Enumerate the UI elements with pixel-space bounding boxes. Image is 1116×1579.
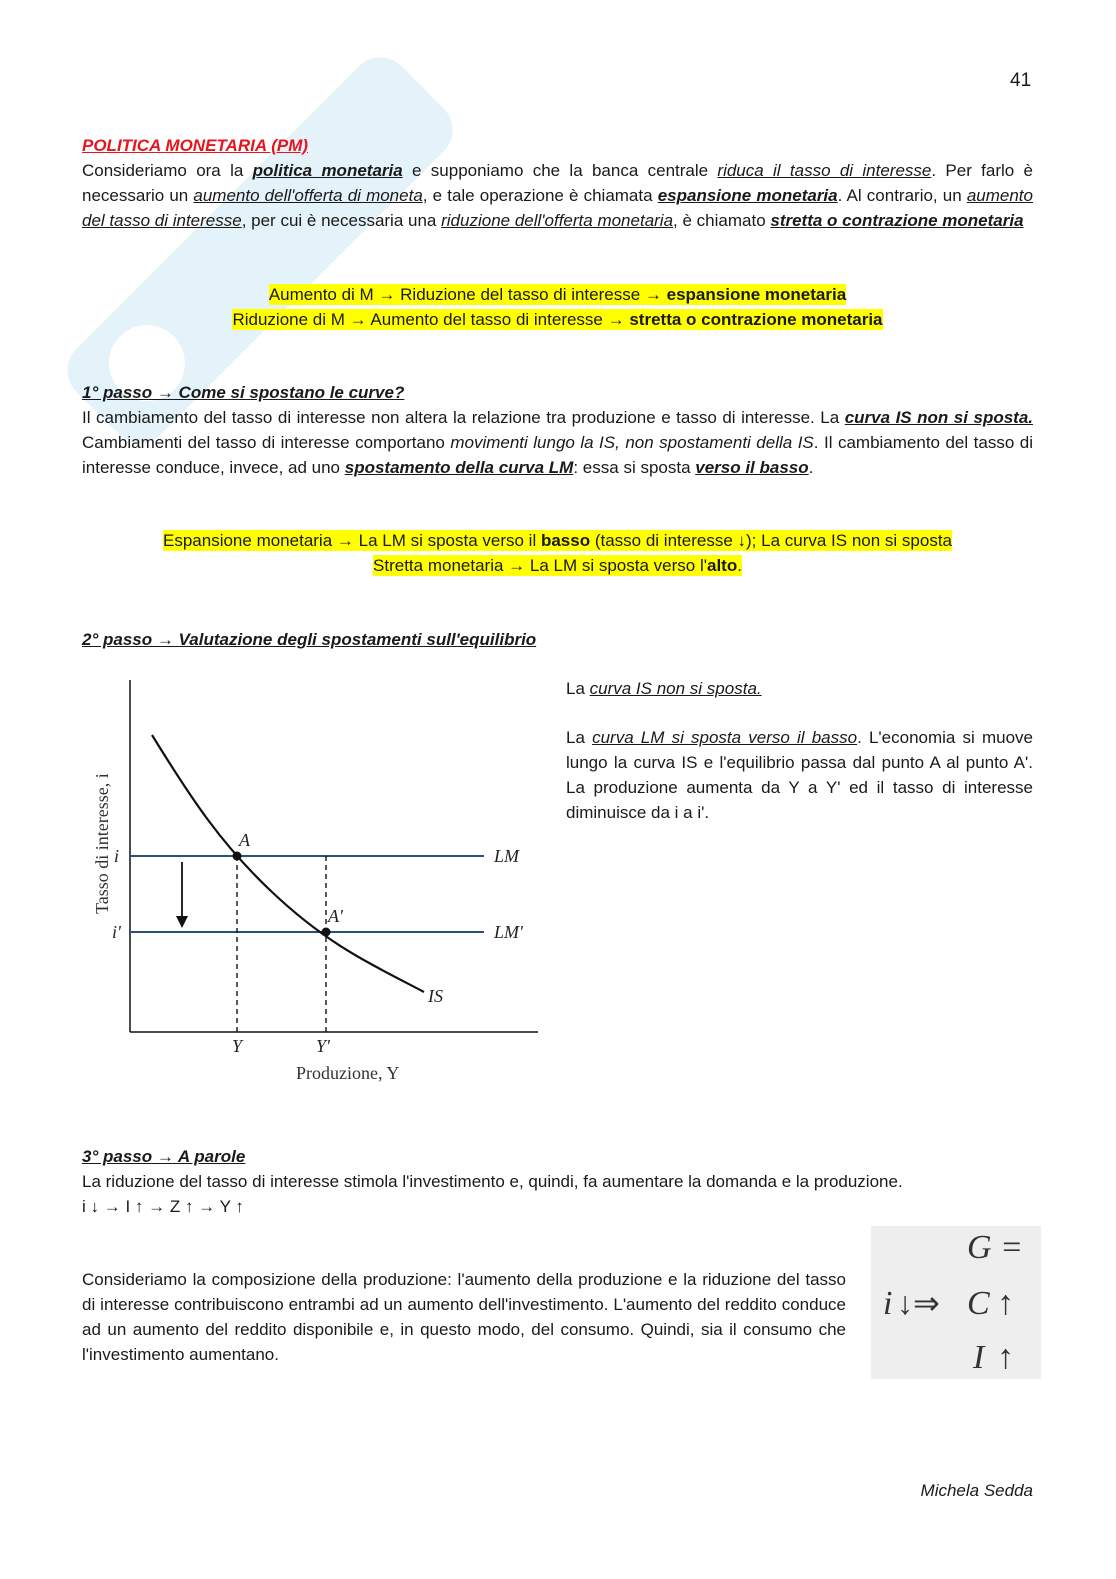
tick-y-i: i — [114, 846, 120, 866]
point-a-prime — [322, 928, 331, 937]
step2-title: 2° passo → Valutazione degli spostamenti sull'equilibrio — [82, 630, 537, 649]
formula-c: C — [967, 1285, 990, 1322]
keyword: aumento dell'offerta di moneta — [193, 186, 423, 205]
x-axis-label: Produzione, Y — [296, 1063, 400, 1083]
step3-paragraph: La riduzione del tasso di interesse stimola l'investimento e, quindi, fa aumentare la domanda e la produzione. — [82, 1172, 903, 1191]
label-point-a-prime: A' — [328, 906, 343, 926]
intro-paragraph: POLITICA MONETARIA (PM) Consideriamo ora la politica monetaria e supponiamo che la banca centrale riduca il tasso di interesse. Per farlo è necessario un aumento dell'offerta di moneta, e tale operazione è chiamata espansione monetaria. Al contrario, un aumento del tasso di interesse, per cui è necessaria una riduzione dell'offerta monetaria, è chiamato stretta o contrazione monetaria — [82, 133, 1033, 233]
shift-arrow — [176, 862, 188, 928]
step3-title: 3° passo → A parole — [82, 1147, 246, 1166]
label-is: IS — [428, 986, 443, 1006]
keyword: riduzione dell'offerta monetaria — [441, 211, 674, 230]
formula-arrows: ↓⇒ — [897, 1285, 940, 1321]
keyword: politica monetaria — [252, 161, 403, 180]
composition-paragraph: Consideriamo la composizione della produzione: l'aumento della produzione e la riduzione del tasso di interesse contribuiscono entrambi ad un aumento dell'investimento. L'aumento del reddito conduce ad un aumento del reddito disponibile e, in questo modo, del consumo. Quindi, sia il consumo che l'investimento aumentano. — [82, 1270, 846, 1364]
label-lm-prime: LM' — [494, 922, 523, 942]
step1-title: 1° passo → Come si spostano le curve? — [82, 383, 405, 402]
label-point-a: A — [239, 830, 250, 850]
label-lm: LM — [494, 846, 520, 866]
is-curve — [152, 735, 424, 992]
page-number: 41 — [1010, 70, 1032, 91]
section-title: POLITICA MONETARIA (PM) — [82, 136, 309, 155]
keyword: aumento del tasso di interesse — [82, 186, 1033, 230]
is-lm-chart — [82, 670, 552, 1090]
keyword: espansione monetaria — [657, 186, 838, 205]
summary-box-1: Aumento di M → Riduzione del tasso di interesse → espansione monetaria Riduzione di M → Aumento del tasso di interesse → stretta o contrazione monetaria — [232, 285, 883, 329]
formula-i-up: ↑ — [997, 1339, 1014, 1376]
step2-text: La curva IS non si sposta. La curva LM si sposta verso il basso. L'economia si muove lungo la curva IS e l'equilibrio passa dal punto A al punto A'. La produzione aumenta da Y a Y' ed il tasso di interesse diminuisce da i a i'. — [566, 679, 1033, 822]
keyword: riduca il tasso di interesse — [717, 161, 932, 180]
formula-line-g: G = — [967, 1229, 1023, 1266]
tick-y-i-prime: i' — [112, 922, 121, 942]
summary-box-2: Espansione monetaria → La LM si sposta verso il basso (tasso di interesse ↓); La curva IS non si sposta Stretta monetaria → La LM si sposta verso l'alto. — [163, 531, 952, 575]
tick-x-y: Y — [232, 1036, 243, 1056]
keyword: stretta o contrazione monetaria — [770, 211, 1024, 230]
tick-x-y-prime: Y' — [316, 1036, 330, 1056]
point-a — [233, 852, 242, 861]
formula-i-cap: I — [973, 1339, 985, 1376]
formula-image — [871, 1226, 1041, 1379]
formula-i: i — [883, 1285, 893, 1322]
y-axis-label: Tasso di interesse, i — [92, 773, 112, 914]
author-footer: Michela Sedda — [920, 1481, 1033, 1500]
step2-title-wrap — [82, 627, 1033, 652]
step3-section — [82, 1144, 1033, 1219]
causal-chain: i ↓ → I ↑ → Z ↑ → Y ↑ — [82, 1197, 244, 1216]
formula-c-up: ↑ — [997, 1285, 1014, 1322]
step1-section: 1° passo → Come si spostano le curve? Il cambiamento del tasso di interesse non altera la relazione tra produzione e tasso di interesse. La curva IS non si sposta. Cambiamenti del tasso di interesse comportano movimenti lungo la IS, non spostamenti della IS. Il cambiamento del tasso di interesse conduce, invece, ad uno spostamento della curva LM: essa si sposta verso il basso. — [82, 380, 1033, 480]
